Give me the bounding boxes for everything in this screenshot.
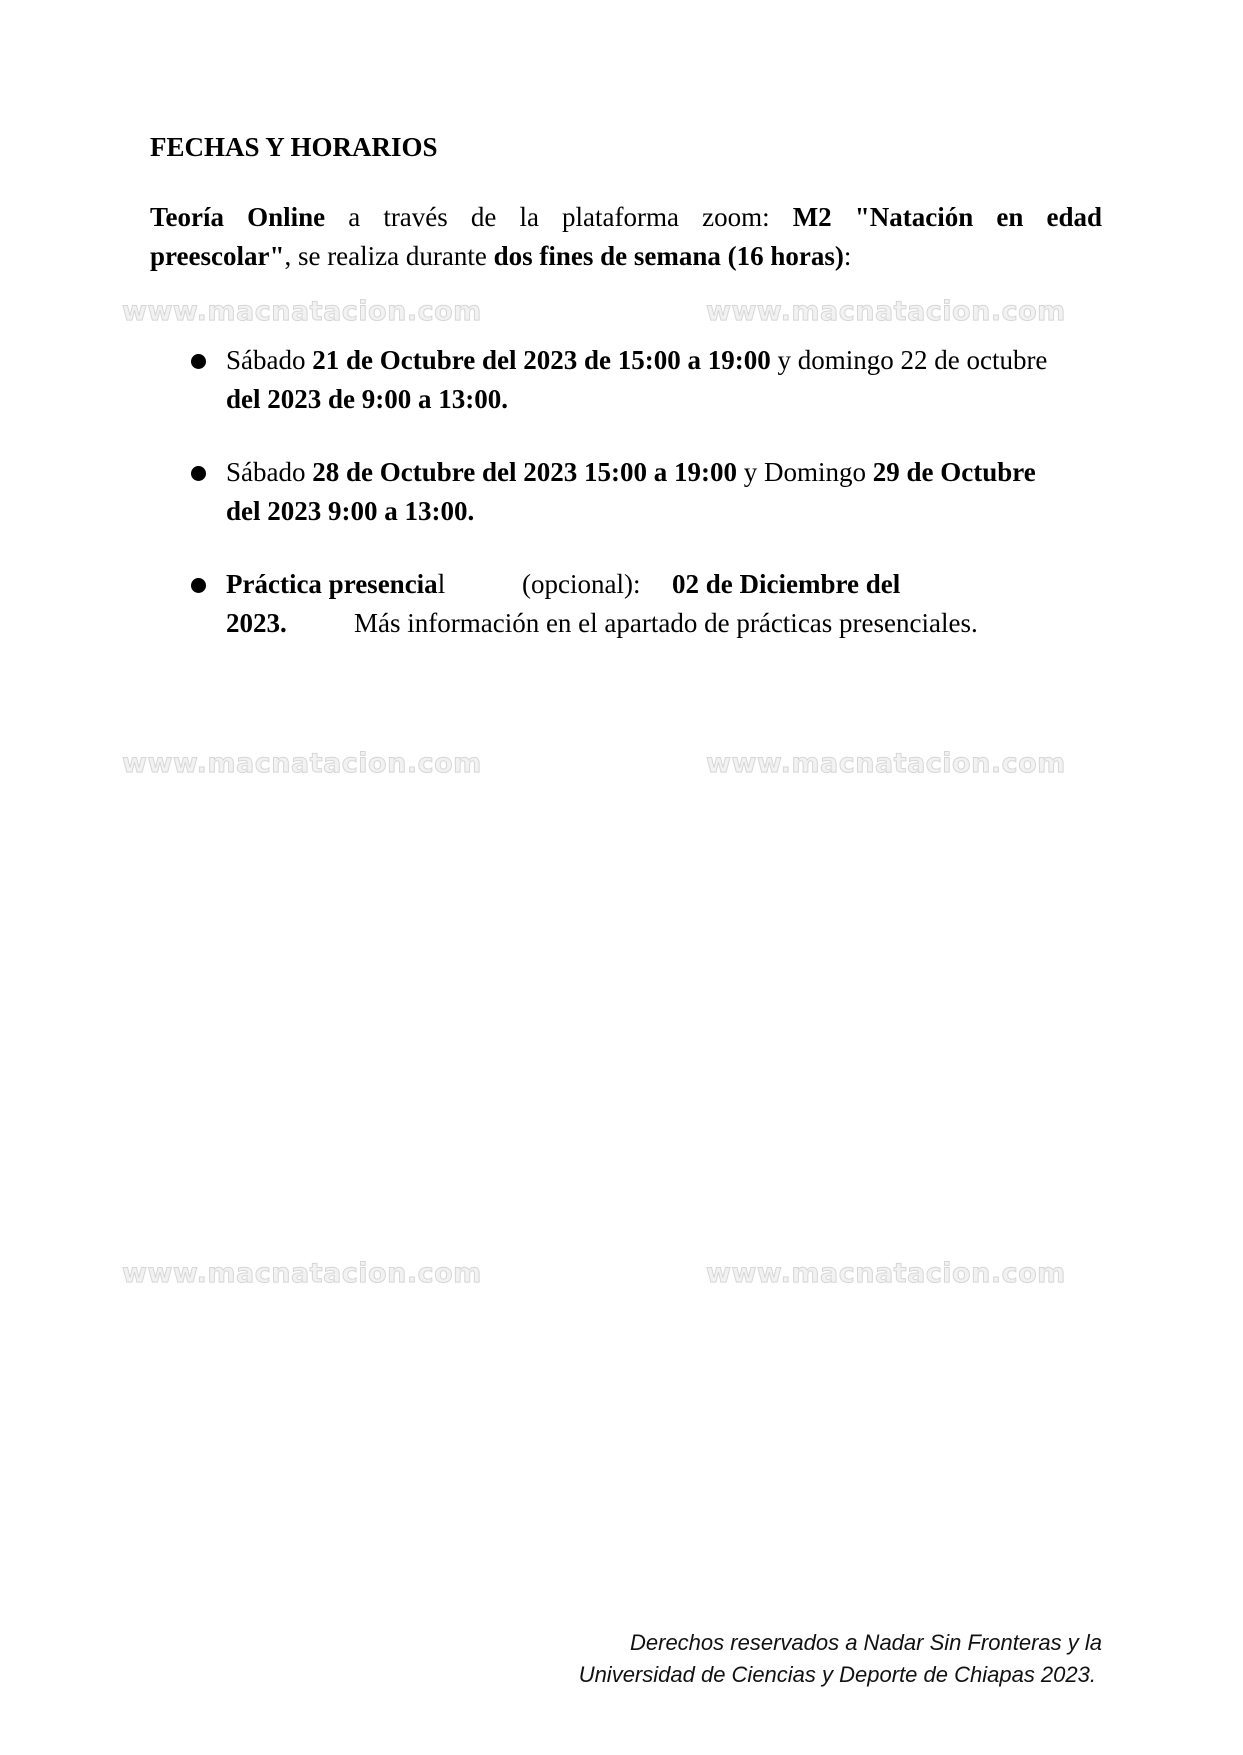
watermark: www.macnatacion.com [706, 748, 1066, 779]
watermark: www.macnatacion.com [706, 296, 1066, 327]
practice-label: Práctica presencia [226, 569, 438, 599]
date-time: 21 de Octubre del 2023 de 15:00 a 19:00 [312, 345, 771, 375]
watermark: www.macnatacion.com [122, 296, 482, 327]
intro-line-2 [150, 237, 851, 275]
intro-module: M2 "Natación en edad [792, 202, 1102, 232]
schedule-item-2-line-2: del 2023 9:00 a 13:00. [226, 496, 475, 526]
schedule-item-1-line-1 [226, 341, 1047, 379]
practice-info: Más información en el apartado de prácticas presenciales. [354, 608, 978, 638]
date-time: 28 de Octubre del 2023 15:00 a 19:00 [312, 457, 737, 487]
intro-text: a través de la plataforma zoom: [325, 202, 793, 232]
page-title: FECHAS Y HORARIOS [150, 132, 438, 162]
schedule-item-2-line-1 [226, 453, 1036, 491]
practice-year: 2023. [226, 608, 287, 638]
bullet-icon [191, 466, 206, 481]
watermark: www.macnatacion.com [122, 748, 482, 779]
footer-line-1: Derechos reservados a Nadar Sin Fronteras y la [630, 1630, 1102, 1655]
day-label: Sábado [226, 457, 313, 487]
intro-bold-theory: Teoría Online [150, 202, 326, 232]
date-time: 29 de Octubre [872, 457, 1036, 487]
intro-module-end: preescolar" [150, 241, 285, 271]
optional-label: (opcional): [522, 569, 641, 599]
intro-text: , se realiza durante [284, 241, 494, 271]
day-label: y domingo 22 de octubre [770, 345, 1048, 375]
day-label: Sábado [226, 345, 313, 375]
footer-line-2: Universidad de Ciencias y Deporte de Chiapas 2023. [578, 1662, 1096, 1687]
intro-colon: : [843, 241, 852, 271]
bullet-icon [191, 578, 206, 593]
watermark: www.macnatacion.com [122, 1258, 482, 1289]
schedule-item-1-line-2: del 2023 de 9:00 a 13:00. [226, 384, 508, 414]
day-label: y Domingo [736, 457, 873, 487]
intro-line-1 [150, 198, 1102, 236]
schedule-item-3-line-1 [226, 565, 445, 603]
practice-date: 02 de Diciembre del [672, 569, 901, 599]
practice-label-end: l [437, 569, 446, 599]
bullet-icon [191, 354, 206, 369]
watermark: www.macnatacion.com [706, 1258, 1066, 1289]
intro-duration: dos fines de semana (16 horas) [493, 241, 844, 271]
